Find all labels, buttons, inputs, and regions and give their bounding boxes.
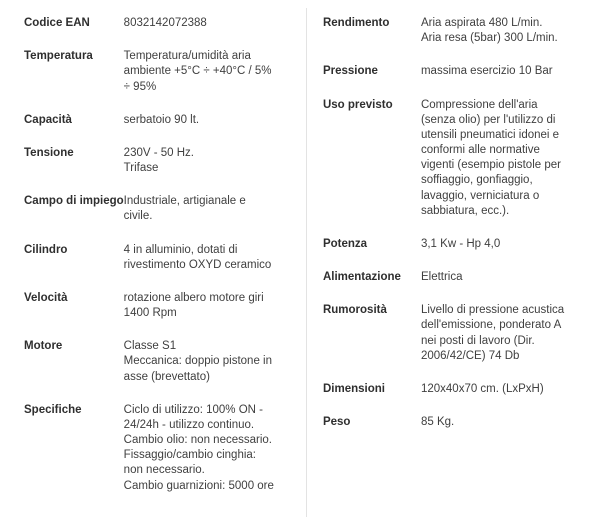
spec-label: Codice EAN [24,17,90,29]
spec-label: Rendimento [322,17,390,29]
spec-value [124,109,299,142]
spec-table-right [323,12,596,444]
spec-value [124,142,299,190]
spec-value [421,299,596,378]
spec-label: Specifiche [24,403,82,416]
spec-label: Motore [24,340,63,353]
right-column [307,12,604,515]
spec-label: Alimentazione [322,271,401,284]
spec-row [24,399,299,508]
spec-row [24,190,299,238]
spec-row [24,335,299,399]
spec-table-right-body [323,12,596,444]
spec-value-line: 1400 Rpm [123,307,177,320]
spec-value-line: Temperatura/umidità aria [123,50,251,63]
spec-value-line: nei posti di lavoro (Dir. [420,334,535,347]
spec-label: Dimensioni [322,382,385,395]
spec-value-line: serbatoio 90 lt. [123,113,200,126]
spec-value [124,190,299,238]
spec-label: Temperatura [24,50,93,63]
spec-label: Capacità [24,113,72,126]
spec-value-line: vigenti (esempio pistole per [420,159,561,172]
spec-row [24,287,299,335]
spec-value-line: soffiaggio, gonfiaggio, [420,174,533,187]
spec-value [421,411,596,444]
spec-value-line: 8032142072388 [123,17,207,29]
spec-value-line: Elettrica [420,271,463,284]
spec-value-line: Fissaggio/cambio cinghia: [123,449,256,462]
column-divider [306,8,307,517]
spec-value [124,287,299,335]
spec-row [24,239,299,287]
spec-row [323,411,596,444]
spec-value-line: Cambio guarnizioni: 5000 ore [123,479,274,492]
spec-row [323,233,596,266]
spec-value [421,94,596,233]
spec-label: Potenza [322,237,368,250]
spec-value-line: Industriale, artigianale e [123,195,246,208]
spec-value-line: Classe S1 [123,340,177,353]
spec-value-line: (senza olio) per l'utilizzo di [420,113,556,126]
spec-value-line: ambiente +5°C ÷ +40°C / 5% [123,65,272,78]
spec-value-line: Aria resa (5bar) 300 L/min. [420,32,558,45]
spec-label: Pressione [322,65,378,78]
spec-value [124,45,299,109]
spec-value [421,233,596,266]
spec-value-line: civile. [123,210,153,223]
spec-value-line: 120x40x70 cm. (LxPxH) [420,382,544,395]
left-column [10,12,307,515]
spec-label: Peso [322,416,351,429]
spec-value-line: Ciclo di utilizzo: 100% ON - [123,403,263,416]
spec-value-line: asse (brevettato) [123,370,210,383]
spec-value [421,378,596,411]
spec-value-line: dell'emissione, ponderato A [420,319,562,332]
spec-label: Rumorosità [322,304,387,317]
spec-table-left [24,12,299,508]
spec-row [323,94,596,233]
spec-value-line: Cambio olio: non necessario. [123,434,272,447]
spec-value [124,239,299,287]
spec-value-line: ÷ 95% [123,80,157,93]
spec-value-line: 2006/42/CE) 74 Db [420,349,520,362]
spec-value-line: Trifase [123,162,159,175]
spec-value-line: rotazione albero motore giri [123,291,264,304]
spec-value [421,60,596,93]
spec-row [24,142,299,190]
spec-table-left-body [24,12,299,508]
spec-value [124,335,299,399]
spec-value-line: Aria aspirata 480 L/min. [420,17,543,29]
spec-label: Velocità [24,291,68,304]
spec-value-line: lavaggio, verniciatura o [420,189,540,202]
spec-label: Cilindro [24,243,68,256]
spec-value [421,12,596,60]
spec-row [323,378,596,411]
spec-value-line: massima esercizio 10 Bar [420,65,553,78]
spec-row [323,12,596,60]
spec-value-line: Livello di pressione acustica [420,304,565,317]
spec-value-line: 4 in alluminio, dotati di [123,243,238,256]
spec-value-line: 24/24h - utilizzo continuo. [123,418,255,431]
spec-value-line: 230V - 50 Hz. [123,146,194,159]
spec-value-line: 3,1 Kw - Hp 4,0 [420,237,501,250]
spec-value-line: Compressione dell'aria [420,98,538,111]
spec-row [24,45,299,109]
spec-row [24,109,299,142]
spec-value-line: sabbiatura, ecc.). [420,204,510,217]
spec-value-line: rivestimento OXYD ceramico [123,258,272,271]
spec-row [24,12,299,45]
spec-value-line: 85 Kg. [420,416,455,429]
spec-value-line: Meccanica: doppio pistone in [123,355,272,368]
spec-value [124,12,299,45]
spec-row [323,60,596,93]
spec-label: Uso previsto [322,98,393,111]
spec-value-line: utensili pneumatici idonei e [420,128,560,141]
spec-label: Campo di impiego [24,195,124,208]
spec-label: Tensione [24,146,74,159]
spec-row [323,299,596,378]
spec-value-line: conformi alle normative [420,144,540,157]
spec-value [124,399,299,508]
spec-row [323,266,596,299]
spec-value [421,266,596,299]
spec-value-line: non necessario. [123,464,205,477]
